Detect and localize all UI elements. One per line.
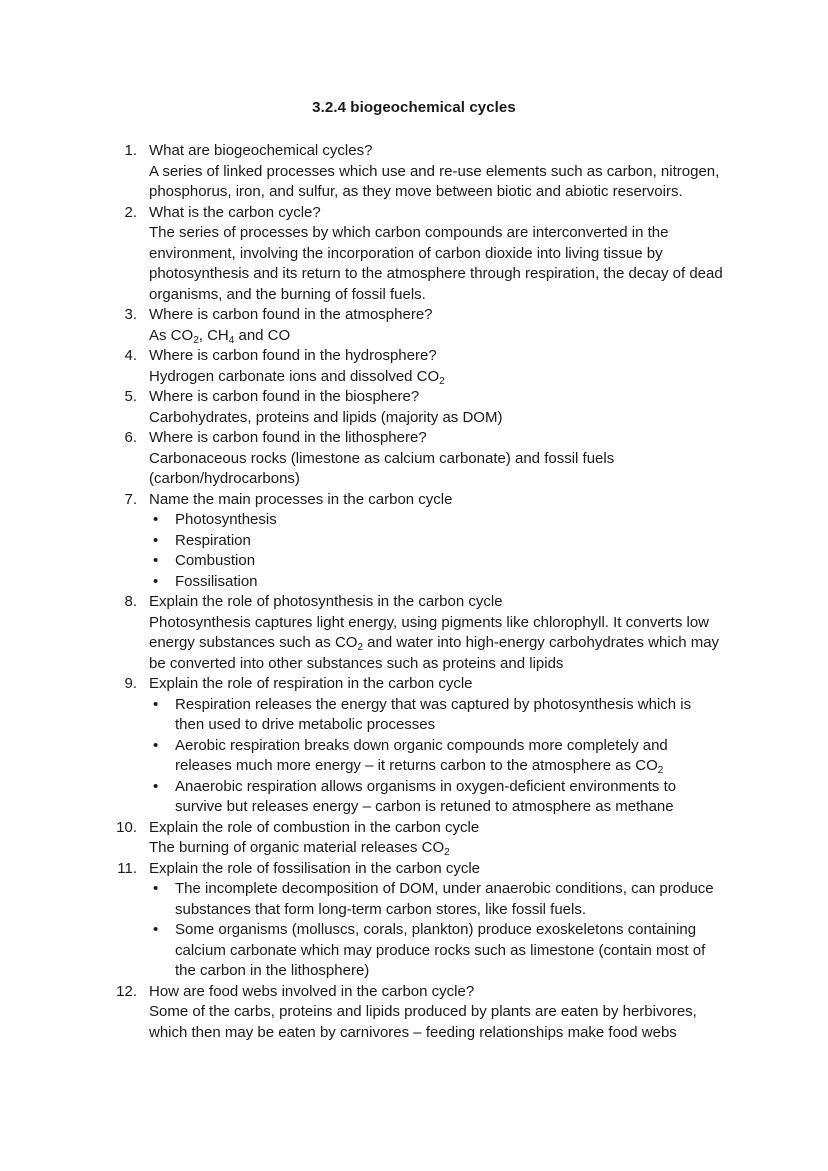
question-item bbox=[0, 674, 828, 695]
list-item-text: Respiration releases the energy that was captured by photosynthesis which is then used to drive metabolic processes bbox=[175, 695, 692, 733]
bullet-point-icon: • bbox=[153, 777, 159, 795]
bullet-point-icon: • bbox=[153, 880, 159, 897]
question-text: Explain the role of combustion in the carbon cycle bbox=[149, 818, 480, 836]
bullet-point-icon: • bbox=[153, 572, 159, 590]
list-item bbox=[0, 920, 828, 982]
answer-bullet-list bbox=[0, 510, 828, 592]
answer-text: The burning of organic material releases $CO_2$ bbox=[149, 839, 450, 858]
question-item bbox=[0, 305, 828, 326]
list-item bbox=[0, 879, 828, 920]
question-item bbox=[0, 982, 828, 1003]
question-text: Where is carbon found in the hydrosphere? bbox=[149, 347, 437, 364]
answer-bullet-list bbox=[0, 695, 828, 818]
question-item bbox=[0, 592, 828, 613]
list-item bbox=[0, 531, 828, 552]
list-item bbox=[0, 695, 828, 736]
question-number: 5. bbox=[124, 388, 137, 405]
question-text: Where is carbon found in the atmosphere? bbox=[149, 306, 433, 323]
question-item bbox=[0, 818, 828, 839]
question-text: Explain the role of fossilisation in the carbon cycle bbox=[149, 859, 481, 877]
question-item bbox=[0, 141, 828, 162]
list-item bbox=[0, 510, 828, 531]
question-item bbox=[0, 346, 828, 367]
answer-bullet-list bbox=[0, 879, 828, 982]
question-item bbox=[0, 203, 828, 224]
bullet-point-icon: • bbox=[153, 531, 159, 549]
question-number: 1. bbox=[124, 142, 137, 159]
bullet-point-icon: • bbox=[153, 921, 159, 938]
list-item-text: Fossilisation bbox=[175, 572, 258, 590]
question-number: 12. bbox=[116, 982, 137, 1000]
question-item bbox=[0, 387, 828, 408]
list-item-text: Respiration bbox=[175, 531, 251, 549]
list-item-text: Combustion bbox=[175, 552, 256, 569]
question-text: Where is carbon found in the lithosphere? bbox=[149, 429, 427, 446]
question-text: Explain the role of photosynthesis in the carbon cycle bbox=[149, 593, 503, 610]
bullet-point-icon: • bbox=[153, 695, 159, 713]
question-number: 11. bbox=[117, 859, 137, 877]
question-number: 4. bbox=[124, 347, 137, 364]
question-number: 6. bbox=[124, 429, 137, 446]
list-item-text: The incomplete decomposition of DOM, under anaerobic conditions, can produce substances that form long-term carbon stores, like fossil fuels. bbox=[175, 880, 714, 918]
question-number: 7. bbox=[124, 490, 137, 508]
list-item bbox=[0, 572, 828, 593]
question-number: 9. bbox=[124, 675, 137, 692]
bullet-point-icon: • bbox=[153, 511, 159, 528]
list-item bbox=[0, 551, 828, 572]
question-item bbox=[0, 859, 828, 880]
question-number: 3. bbox=[124, 306, 137, 323]
answer-text: Photosynthesis captures light energy, using pigments like chlorophyll. It converts low energy substances such as $CO_2$ and water into high-energy carbohydrates which may be converted into other substances such as proteins and lipids bbox=[149, 613, 720, 672]
question-text: Name the main processes in the carbon cycle bbox=[149, 490, 453, 508]
question-list bbox=[0, 141, 828, 1043]
list-item bbox=[0, 736, 828, 777]
question-number: 10. bbox=[116, 818, 137, 836]
question-text: Explain the role of respiration in the carbon cycle bbox=[149, 675, 473, 692]
question-item bbox=[0, 428, 828, 449]
answer-text: As $CO_2$, $CH_4$ and CO bbox=[149, 326, 291, 346]
list-item-text: Some organisms (molluscs, corals, plankton) produce exoskeletons containing calcium carbonate which may produce rocks such as limestone (contain most of the carbon in the lithosphere) bbox=[175, 921, 706, 979]
list-item-text: Photosynthesis bbox=[175, 511, 277, 528]
bullet-point-icon: • bbox=[153, 552, 159, 569]
answer-text: Hydrogen carbonate ions and dissolved $CO_2$ bbox=[149, 367, 445, 387]
question-text: How are food webs involved in the carbon cycle? bbox=[149, 982, 475, 1000]
list-item bbox=[0, 777, 828, 818]
question-text: Where is carbon found in the biosphere? bbox=[149, 388, 420, 405]
answer-text: The series of processes by which carbon compounds are interconverted in the environment, involving the incorporation of carbon dioxide into living tissue by photosynthesis and its return to the atmosphere through respiration, the decay of dead organisms, and the burning of fossil fuels. bbox=[149, 224, 723, 303]
answer-text: A series of linked processes which use and re-use elements such as carbon, nitrogen, phosphorus, iron, and sulfur, as they move between biotic and abiotic reservoirs. bbox=[149, 162, 720, 200]
question-number: 2. bbox=[124, 203, 137, 221]
question-item bbox=[0, 490, 828, 511]
answer-text: Carbohydrates, proteins and lipids (majority as DOM) bbox=[149, 408, 503, 426]
bullet-point-icon: • bbox=[153, 736, 159, 754]
question-text: What are biogeochemical cycles? bbox=[149, 142, 373, 159]
answer-text: Some of the carbs, proteins and lipids produced by plants are eaten by herbivores, which then may be eaten by carnivores – feeding relationships make food webs bbox=[149, 1003, 697, 1041]
page-title: 3.2.4 biogeochemical cycles bbox=[312, 99, 516, 116]
question-text: What is the carbon cycle? bbox=[149, 203, 321, 221]
list-item-text: Anaerobic respiration allows organisms in oxygen-deficient environments to survive but releases energy – carbon is retuned to atmosphere as methane bbox=[175, 777, 677, 815]
list-item-text: Aerobic respiration breaks down organic compounds more completely and releases much more energy – it returns carbon to the atmosphere as $CO_2$ bbox=[175, 736, 668, 776]
question-number: 8. bbox=[124, 593, 137, 610]
answer-text: Carbonaceous rocks (limestone as calcium carbonate) and fossil fuels (carbon/hydrocarbons) bbox=[149, 449, 615, 487]
